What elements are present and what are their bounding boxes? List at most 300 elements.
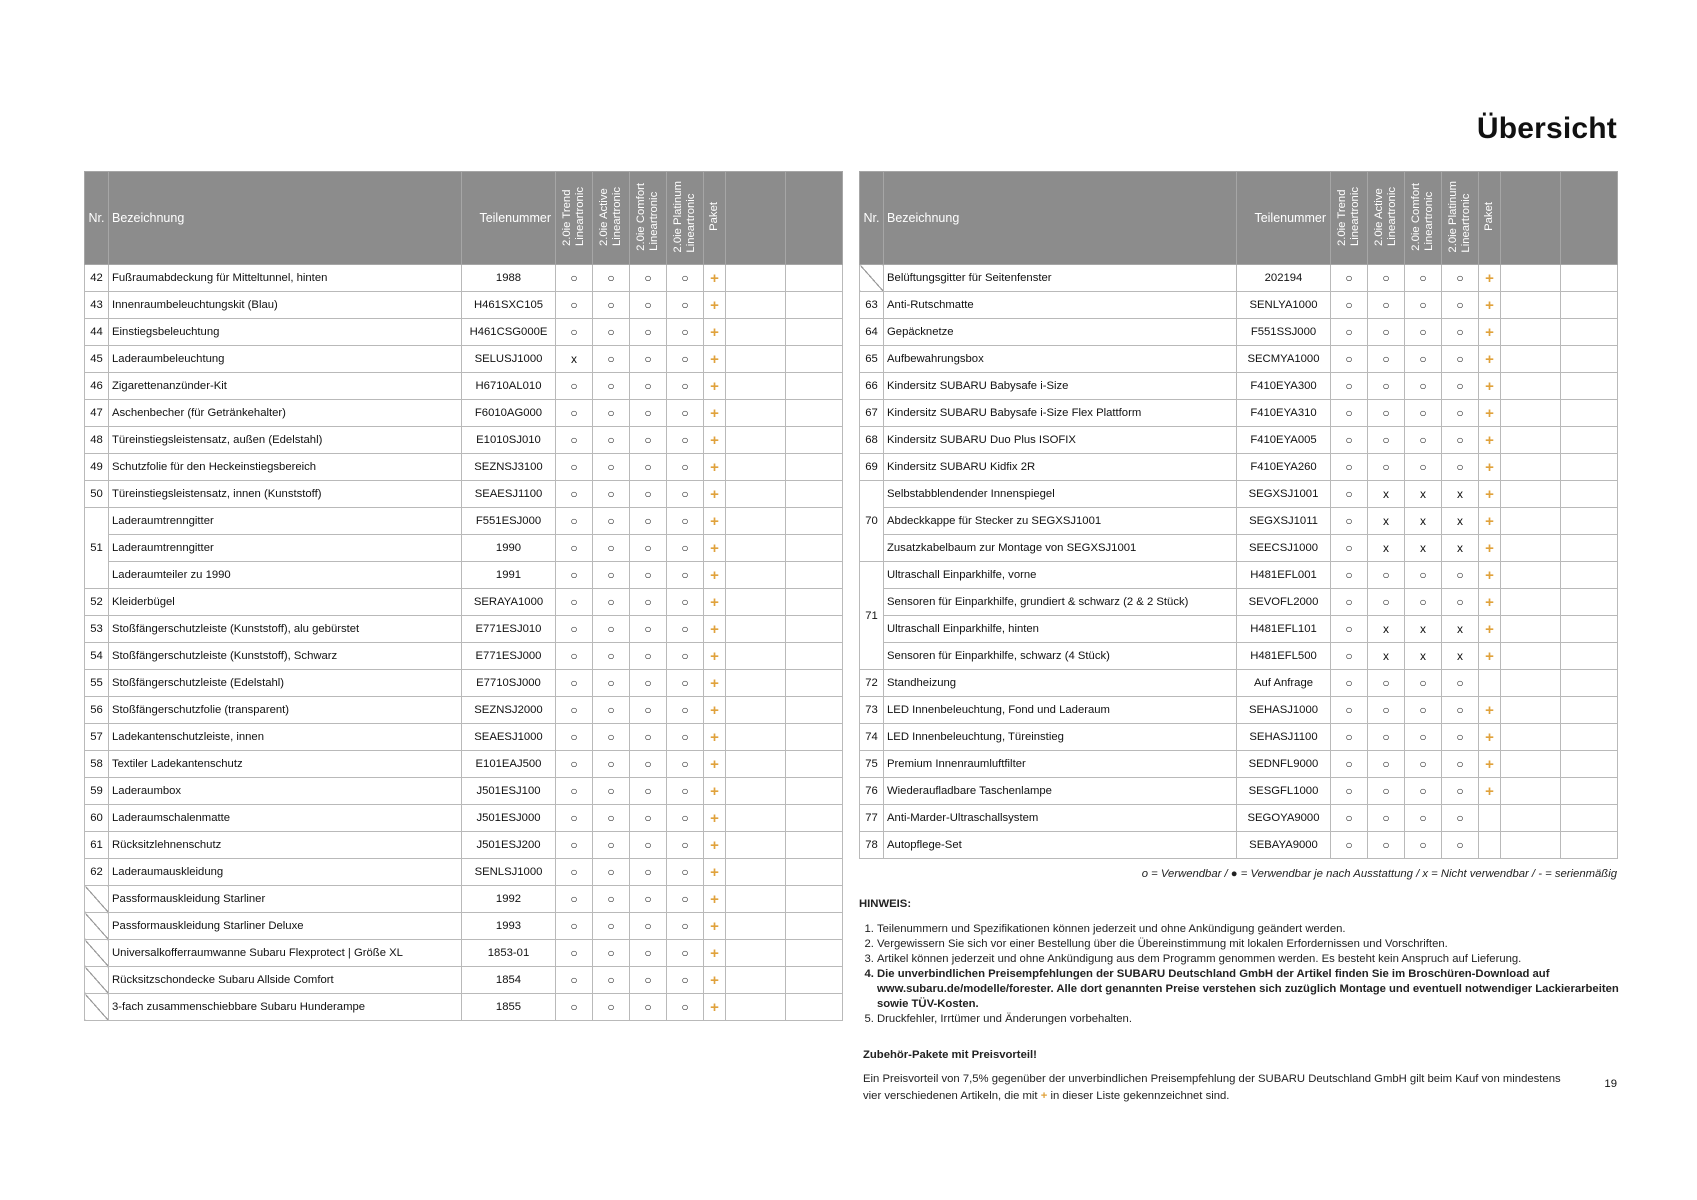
availability-comfort: ○ — [1405, 778, 1442, 805]
part-number: 1988 — [462, 265, 556, 292]
table-row — [85, 319, 843, 346]
availability-comfort: x — [1405, 535, 1442, 562]
paket-marker: + — [1479, 778, 1501, 805]
paket-marker: + — [1479, 265, 1501, 292]
availability-platinum: ○ — [1442, 265, 1479, 292]
row-number: 68 — [860, 427, 884, 454]
item-name: LED Innenbeleuchtung, Fond und Laderaum — [884, 697, 1237, 724]
paket-marker: + — [1479, 481, 1501, 508]
table-row — [85, 265, 843, 292]
availability-platinum: ○ — [667, 886, 704, 913]
col-header-active: 2.0ie Active Lineartronic — [593, 172, 630, 265]
availability-trend: ○ — [556, 913, 593, 940]
availability-platinum: ○ — [1442, 697, 1479, 724]
availability-trend: ○ — [1331, 454, 1368, 481]
blank-cell — [1501, 481, 1561, 508]
item-name: Kindersitz SUBARU Duo Plus ISOFIX — [884, 427, 1237, 454]
row-number: 46 — [85, 373, 109, 400]
availability-trend: ○ — [556, 373, 593, 400]
availability-comfort: ○ — [1405, 292, 1442, 319]
availability-trend: ○ — [556, 427, 593, 454]
availability-active: ○ — [593, 346, 630, 373]
availability-trend: ○ — [556, 643, 593, 670]
paket-marker: + — [704, 670, 726, 697]
availability-trend: ○ — [556, 832, 593, 859]
availability-trend: ○ — [556, 589, 593, 616]
availability-active: ○ — [593, 400, 630, 427]
blank-cell — [726, 373, 786, 400]
availability-active: ○ — [593, 319, 630, 346]
paket-marker: + — [704, 265, 726, 292]
availability-platinum: ○ — [667, 319, 704, 346]
col-header-teilenummer: Teilenummer — [1237, 172, 1331, 265]
availability-active: x — [1368, 643, 1405, 670]
item-name: Standheizung — [884, 670, 1237, 697]
part-number: 1993 — [462, 913, 556, 940]
availability-active: ○ — [1368, 400, 1405, 427]
row-number: 72 — [860, 670, 884, 697]
availability-trend: ○ — [1331, 427, 1368, 454]
blank-cell — [1501, 400, 1561, 427]
table-row — [85, 454, 843, 481]
availability-trend: ○ — [1331, 643, 1368, 670]
paket-marker: + — [1479, 724, 1501, 751]
blank-cell — [786, 319, 843, 346]
paket-marker — [1479, 670, 1501, 697]
availability-comfort: ○ — [630, 805, 667, 832]
availability-active: ○ — [593, 670, 630, 697]
paket-marker: + — [704, 643, 726, 670]
paket-marker: + — [704, 697, 726, 724]
availability-platinum: ○ — [1442, 589, 1479, 616]
table-row — [860, 832, 1618, 859]
blank-cell — [786, 481, 843, 508]
availability-trend: ○ — [556, 697, 593, 724]
availability-comfort: ○ — [630, 994, 667, 1021]
item-name: Passformauskleidung Starliner Deluxe — [109, 913, 462, 940]
part-number: SEAESJ1100 — [462, 481, 556, 508]
table-header-row — [85, 172, 843, 265]
col-header-active: 2.0ie Active Lineartronic — [1368, 172, 1405, 265]
item-name: Premium Innenraumluftfilter — [884, 751, 1237, 778]
blank-cell — [786, 373, 843, 400]
availability-active: ○ — [1368, 589, 1405, 616]
availability-trend: ○ — [556, 967, 593, 994]
availability-platinum: ○ — [667, 832, 704, 859]
blank-cell — [1561, 427, 1618, 454]
item-name: Aschenbecher (für Getränkehalter) — [109, 400, 462, 427]
blank-cell — [1501, 346, 1561, 373]
item-name: Universalkofferraumwanne Subaru Flexprotect | Größe XL — [109, 940, 462, 967]
availability-trend: ○ — [556, 535, 593, 562]
paket-marker: + — [704, 616, 726, 643]
availability-platinum: x — [1442, 481, 1479, 508]
availability-platinum: ○ — [1442, 670, 1479, 697]
row-number: 55 — [85, 670, 109, 697]
paket-marker: + — [1479, 535, 1501, 562]
row-number: 61 — [85, 832, 109, 859]
row-number: 63 — [860, 292, 884, 319]
availability-platinum: ○ — [667, 508, 704, 535]
item-name: Gepäcknetze — [884, 319, 1237, 346]
table-header-row — [860, 172, 1618, 265]
paket-marker: + — [704, 832, 726, 859]
availability-platinum: ○ — [1442, 319, 1479, 346]
table-row — [85, 400, 843, 427]
item-name: Laderaumbeleuchtung — [109, 346, 462, 373]
item-name: Kindersitz SUBARU Kidfix 2R — [884, 454, 1237, 481]
paket-marker: + — [1479, 373, 1501, 400]
item-name: Laderaumauskleidung — [109, 859, 462, 886]
accessory-table-left — [84, 171, 843, 1021]
paket-marker — [1479, 832, 1501, 859]
item-name: Türeinstiegsleistensatz, außen (Edelstahl) — [109, 427, 462, 454]
row-number: 73 — [860, 697, 884, 724]
note-item: 3. Artikel können jederzeit und ohne Ankündigung aus dem Programm genommen werden. Es besteht kein Anspruch auf Lieferung. — [877, 952, 1619, 967]
blank-cell — [786, 859, 843, 886]
availability-active: ○ — [593, 427, 630, 454]
item-name: Stoßfängerschutzleiste (Kunststoff), Schwarz — [109, 643, 462, 670]
table-row — [860, 616, 1618, 643]
part-number: H461CSG000E — [462, 319, 556, 346]
row-number: 65 — [860, 346, 884, 373]
row-number: 60 — [85, 805, 109, 832]
part-number: SEAESJ1000 — [462, 724, 556, 751]
table-row — [860, 589, 1618, 616]
availability-active: ○ — [1368, 373, 1405, 400]
item-name: Kleiderbügel — [109, 589, 462, 616]
table-row — [85, 535, 843, 562]
part-number: SEECSJ1000 — [1237, 535, 1331, 562]
row-number: 77 — [860, 805, 884, 832]
item-name: Sensoren für Einparkhilfe, schwarz (4 Stück) — [884, 643, 1237, 670]
blank-cell — [786, 724, 843, 751]
item-name: Laderaumschalenmatte — [109, 805, 462, 832]
table-row — [860, 319, 1618, 346]
paket-marker: + — [1479, 697, 1501, 724]
table-row — [860, 373, 1618, 400]
paket-marker: + — [704, 994, 726, 1021]
availability-trend: ○ — [556, 562, 593, 589]
availability-active: ○ — [593, 481, 630, 508]
part-number: 1992 — [462, 886, 556, 913]
availability-trend: ○ — [1331, 778, 1368, 805]
availability-comfort: ○ — [1405, 805, 1442, 832]
availability-active: x — [1368, 535, 1405, 562]
blank-cell — [786, 913, 843, 940]
part-number: 202194 — [1237, 265, 1331, 292]
blank-cell — [786, 751, 843, 778]
blank-cell — [726, 346, 786, 373]
table-row — [85, 589, 843, 616]
blank-cell — [1561, 805, 1618, 832]
item-name: Stoßfängerschutzfolie (transparent) — [109, 697, 462, 724]
part-number: F551SSJ000 — [1237, 319, 1331, 346]
item-name: Selbstabblendender Innenspiegel — [884, 481, 1237, 508]
availability-comfort: ○ — [630, 940, 667, 967]
availability-platinum: ○ — [667, 994, 704, 1021]
part-number: SEGOYA9000 — [1237, 805, 1331, 832]
availability-comfort: x — [1405, 616, 1442, 643]
availability-active: ○ — [1368, 751, 1405, 778]
availability-trend: ○ — [556, 400, 593, 427]
availability-trend: ○ — [556, 751, 593, 778]
blank-cell — [726, 265, 786, 292]
item-name: Sensoren für Einparkhilfe, grundiert & schwarz (2 & 2 Stück) — [884, 589, 1237, 616]
item-name: Zigarettenanzünder-Kit — [109, 373, 462, 400]
col-header-blank — [786, 172, 843, 265]
part-number: E771ESJ010 — [462, 616, 556, 643]
paket-marker: + — [704, 346, 726, 373]
row-number: 78 — [860, 832, 884, 859]
availability-active: ○ — [593, 292, 630, 319]
blank-cell — [786, 508, 843, 535]
table-row — [860, 535, 1618, 562]
availability-platinum: ○ — [667, 913, 704, 940]
availability-trend: ○ — [556, 805, 593, 832]
part-number: SELUSJ1000 — [462, 346, 556, 373]
part-number: SEZNSJ3100 — [462, 454, 556, 481]
availability-comfort: ○ — [630, 832, 667, 859]
item-name: Kindersitz SUBARU Babysafe i-Size Flex Plattform — [884, 400, 1237, 427]
part-number: E1010SJ010 — [462, 427, 556, 454]
item-name: Belüftungsgitter für Seitenfenster — [884, 265, 1237, 292]
blank-cell — [726, 832, 786, 859]
col-header-paket: Paket — [1479, 172, 1501, 265]
blank-cell — [1501, 805, 1561, 832]
notes-heading: HINWEIS: — [859, 898, 912, 910]
bundle-text-after: in dieser Liste gekennzeichnet sind. — [1050, 1090, 1230, 1102]
row-number: 53 — [85, 616, 109, 643]
blank-cell — [1501, 292, 1561, 319]
blank-cell — [1501, 319, 1561, 346]
part-number: F551ESJ000 — [462, 508, 556, 535]
availability-trend: ○ — [556, 778, 593, 805]
row-number: 75 — [860, 751, 884, 778]
page-number: 19 — [1604, 1078, 1617, 1090]
availability-comfort: ○ — [630, 724, 667, 751]
blank-cell — [786, 940, 843, 967]
paket-marker: + — [704, 940, 726, 967]
availability-comfort: ○ — [630, 967, 667, 994]
item-name: Fußraumabdeckung für Mitteltunnel, hinten — [109, 265, 462, 292]
blank-cell — [726, 616, 786, 643]
part-number: 1854 — [462, 967, 556, 994]
availability-comfort: ○ — [1405, 373, 1442, 400]
row-number: 43 — [85, 292, 109, 319]
availability-active: ○ — [1368, 778, 1405, 805]
part-number: E771ESJ000 — [462, 643, 556, 670]
paket-marker: + — [704, 751, 726, 778]
blank-cell — [726, 481, 786, 508]
blank-cell — [1561, 751, 1618, 778]
part-number: F410EYA260 — [1237, 454, 1331, 481]
availability-platinum: ○ — [1442, 751, 1479, 778]
availability-active: ○ — [1368, 562, 1405, 589]
availability-trend: x — [556, 346, 593, 373]
table-row — [860, 778, 1618, 805]
availability-active: x — [1368, 508, 1405, 535]
availability-comfort: ○ — [630, 454, 667, 481]
blank-cell — [726, 562, 786, 589]
availability-trend: ○ — [1331, 319, 1368, 346]
item-name: Laderaumbox — [109, 778, 462, 805]
blank-cell — [1561, 265, 1618, 292]
table-body — [860, 265, 1618, 859]
blank-cell — [786, 616, 843, 643]
blank-cell — [1561, 373, 1618, 400]
table-row — [860, 265, 1618, 292]
table-row — [860, 751, 1618, 778]
availability-platinum: ○ — [1442, 400, 1479, 427]
paket-marker: + — [704, 589, 726, 616]
blank-cell — [1561, 346, 1618, 373]
availability-trend: ○ — [1331, 400, 1368, 427]
table-row — [85, 724, 843, 751]
part-number: F410EYA005 — [1237, 427, 1331, 454]
col-header-blank — [1561, 172, 1618, 265]
blank-cell — [786, 454, 843, 481]
notes-list — [859, 922, 1619, 1027]
blank-cell — [1501, 778, 1561, 805]
availability-comfort: ○ — [1405, 562, 1442, 589]
part-number: SENLYA1000 — [1237, 292, 1331, 319]
row-number — [85, 886, 109, 913]
availability-trend: ○ — [556, 292, 593, 319]
table-row — [860, 400, 1618, 427]
availability-active: ○ — [593, 778, 630, 805]
availability-platinum: ○ — [667, 670, 704, 697]
note-item: 4. Die unverbindlichen Preisempfehlungen der SUBARU Deutschland GmbH der Artikel finden Sie im Broschüren-Download auf www.subaru.de/modelle/forester. Alle dort genannten Preise verstehen sich zuzüglich Montage und eventuell notwendiger Lackierarbeiten sowie TÜV-Kosten. — [877, 967, 1619, 1012]
availability-comfort: ○ — [630, 400, 667, 427]
blank-cell — [726, 589, 786, 616]
item-name: Türeinstiegsleistensatz, innen (Kunststoff) — [109, 481, 462, 508]
paket-marker: + — [1479, 751, 1501, 778]
item-name: Ladekantenschutzleiste, innen — [109, 724, 462, 751]
availability-platinum: ○ — [667, 805, 704, 832]
availability-comfort: ○ — [630, 292, 667, 319]
blank-cell — [1501, 643, 1561, 670]
item-name: Laderaumtrenngitter — [109, 508, 462, 535]
blank-cell — [726, 994, 786, 1021]
item-name: Anti-Rutschmatte — [884, 292, 1237, 319]
availability-comfort: ○ — [1405, 724, 1442, 751]
availability-trend: ○ — [1331, 481, 1368, 508]
paket-marker: + — [704, 967, 726, 994]
availability-active: ○ — [593, 913, 630, 940]
table-row — [860, 454, 1618, 481]
availability-active: ○ — [593, 454, 630, 481]
accessory-table-right — [859, 171, 1618, 859]
blank-cell — [1561, 562, 1618, 589]
paket-marker: + — [704, 724, 726, 751]
availability-trend: ○ — [556, 454, 593, 481]
availability-active: ○ — [593, 967, 630, 994]
availability-active: ○ — [593, 535, 630, 562]
table-row — [85, 373, 843, 400]
paket-marker: + — [704, 562, 726, 589]
availability-comfort: x — [1405, 508, 1442, 535]
bundle-text — [863, 1071, 1563, 1105]
blank-cell — [726, 778, 786, 805]
paket-marker: + — [704, 805, 726, 832]
blank-cell — [726, 454, 786, 481]
blank-cell — [1561, 535, 1618, 562]
availability-active: ○ — [593, 751, 630, 778]
blank-cell — [786, 697, 843, 724]
availability-comfort: ○ — [630, 751, 667, 778]
availability-trend: ○ — [556, 940, 593, 967]
blank-cell — [786, 832, 843, 859]
part-number: H461SXC105 — [462, 292, 556, 319]
blank-cell — [786, 427, 843, 454]
row-number: 54 — [85, 643, 109, 670]
blank-cell — [726, 859, 786, 886]
table-row — [860, 670, 1618, 697]
table-body — [85, 265, 843, 1021]
item-name: Ultraschall Einparkhilfe, hinten — [884, 616, 1237, 643]
paket-marker: + — [704, 292, 726, 319]
availability-platinum: ○ — [1442, 427, 1479, 454]
availability-comfort: ○ — [630, 670, 667, 697]
availability-comfort: ○ — [1405, 427, 1442, 454]
blank-cell — [726, 967, 786, 994]
row-number: 42 — [85, 265, 109, 292]
availability-trend: ○ — [1331, 805, 1368, 832]
col-header-trend: 2.0ie Trend Lineartronic — [556, 172, 593, 265]
blank-cell — [1501, 562, 1561, 589]
paket-marker: + — [704, 319, 726, 346]
table-row — [85, 670, 843, 697]
col-header-platinum: 2.0ie Platinum Lineartronic — [1442, 172, 1479, 265]
availability-trend: ○ — [1331, 373, 1368, 400]
blank-cell — [726, 697, 786, 724]
part-number: SENLSJ1000 — [462, 859, 556, 886]
part-number: SESGFL1000 — [1237, 778, 1331, 805]
blank-cell — [786, 562, 843, 589]
blank-cell — [1561, 832, 1618, 859]
item-name: Wiederaufladbare Taschenlampe — [884, 778, 1237, 805]
availability-comfort: ○ — [1405, 265, 1442, 292]
item-name: Ultraschall Einparkhilfe, vorne — [884, 562, 1237, 589]
table-row — [85, 292, 843, 319]
part-number: 1991 — [462, 562, 556, 589]
part-number: F410EYA310 — [1237, 400, 1331, 427]
blank-cell — [786, 643, 843, 670]
row-number: 52 — [85, 589, 109, 616]
blank-cell — [1561, 643, 1618, 670]
item-name: Abdeckkappe für Stecker zu SEGXSJ1001 — [884, 508, 1237, 535]
availability-active: ○ — [593, 643, 630, 670]
part-number: SEVOFL2000 — [1237, 589, 1331, 616]
row-number: 62 — [85, 859, 109, 886]
availability-comfort: ○ — [630, 508, 667, 535]
paket-marker: + — [704, 886, 726, 913]
note-item: 1. Teilenummern und Spezifikationen können jederzeit und ohne Ankündigung geändert werden. — [877, 922, 1619, 937]
availability-comfort: ○ — [630, 778, 667, 805]
part-number: J501ESJ200 — [462, 832, 556, 859]
availability-active: ○ — [593, 859, 630, 886]
blank-cell — [1501, 724, 1561, 751]
blank-cell — [1501, 373, 1561, 400]
part-number: H481EFL001 — [1237, 562, 1331, 589]
part-number: H6710AL010 — [462, 373, 556, 400]
availability-comfort: ○ — [1405, 319, 1442, 346]
availability-comfort: ○ — [1405, 400, 1442, 427]
availability-trend: ○ — [556, 859, 593, 886]
paket-marker: + — [704, 508, 726, 535]
item-name: Anti-Marder-Ultraschallsystem — [884, 805, 1237, 832]
